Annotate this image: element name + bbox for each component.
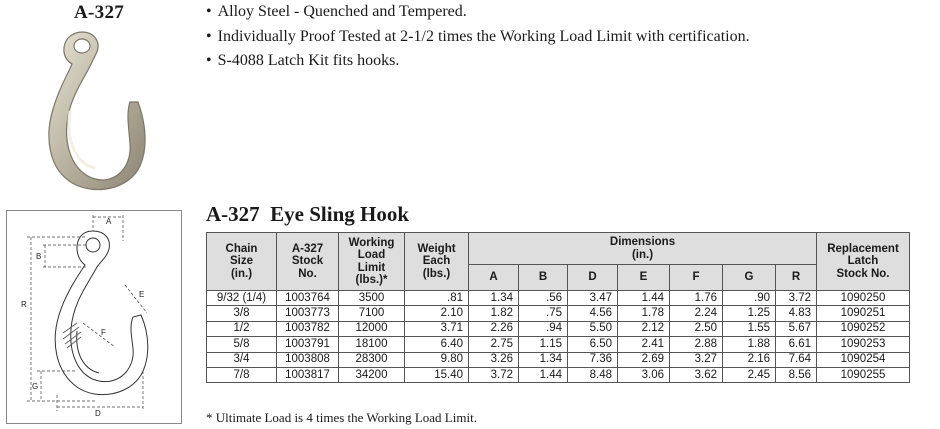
cell-chain-size: 5/8 (207, 337, 277, 352)
cell-dim-a: 3.26 (469, 352, 519, 367)
cell-latch-stock-no: 1090253 (817, 337, 910, 352)
cell-chain-size: 3/4 (207, 352, 277, 367)
diagram-label-g: G (32, 382, 39, 391)
cell-dim-d: 5.50 (568, 321, 618, 336)
table-row (207, 321, 910, 336)
diagram-label-e: E (139, 290, 145, 299)
cell-dim-b: .94 (519, 321, 568, 336)
cell-chain-size: 3/8 (207, 306, 277, 321)
cell-dim-b: 1.44 (519, 367, 568, 382)
feature-list (206, 0, 750, 74)
cell-latch-stock-no: 1090252 (817, 321, 910, 336)
diagram-label-a: A (106, 217, 112, 226)
cell-dim-e: 2.41 (618, 337, 670, 352)
cell-dim-d: 4.56 (568, 306, 618, 321)
cell-weight: 2.10 (405, 306, 469, 321)
cell-dim-f: 1.76 (670, 291, 723, 306)
hook-line-drawing (7, 211, 181, 423)
cell-stock-no: 1003782 (277, 321, 339, 336)
cell-chain-size: 1/2 (207, 321, 277, 336)
header-weight: Weight Each (lbs.) (405, 233, 469, 291)
cell-dim-a: 2.26 (469, 321, 519, 336)
cell-dim-e: 1.44 (618, 291, 670, 306)
header-wll: Working Load Limit (lbs.)* (339, 233, 405, 291)
cell-dim-r: 3.72 (776, 291, 817, 306)
cell-wll: 3500 (339, 291, 405, 306)
cell-dim-r: 6.61 (776, 337, 817, 352)
cell-wll: 7100 (339, 306, 405, 321)
table-row (207, 306, 910, 321)
cell-dim-d: 7.36 (568, 352, 618, 367)
header-dim-f: F (670, 265, 723, 291)
cell-dim-b: 1.15 (519, 337, 568, 352)
header-stock-no: A-327 Stock No. (277, 233, 339, 291)
cell-weight: 3.71 (405, 321, 469, 336)
cell-dim-g: 1.55 (723, 321, 776, 336)
cell-dim-e: 2.12 (618, 321, 670, 336)
product-model: A-327 (74, 2, 125, 23)
cell-stock-no: 1003791 (277, 337, 339, 352)
hook-photo (40, 28, 150, 193)
cell-weight: 15.40 (405, 367, 469, 382)
header-dim-e: E (618, 265, 670, 291)
diagram-label-b: B (36, 252, 42, 261)
feature-item: • Individually Proof Tested at 2-1/2 times the Working Load Limit with certification. (206, 25, 750, 50)
header-dimensions: Dimensions (in.) (469, 233, 817, 265)
header-replacement-latch: Replacement Latch Stock No. (817, 233, 910, 291)
cell-dim-e: 3.06 (618, 367, 670, 382)
header-dim-d: D (568, 265, 618, 291)
table-footnote: * Ultimate Load is 4 times the Working Load Limit. (206, 410, 477, 425)
feature-item: • Alloy Steel - Quenched and Tempered. (206, 0, 750, 25)
cell-latch-stock-no: 1090254 (817, 352, 910, 367)
cell-dim-d: 8.48 (568, 367, 618, 382)
cell-dim-f: 3.62 (670, 367, 723, 382)
table-title: A-327 Eye Sling Hook (206, 202, 410, 226)
cell-latch-stock-no: 1090251 (817, 306, 910, 321)
cell-latch-stock-no: 1090250 (817, 291, 910, 306)
cell-weight: 6.40 (405, 337, 469, 352)
table-row (207, 352, 910, 367)
diagram-label-r: R (21, 300, 27, 309)
cell-wll: 28300 (339, 352, 405, 367)
cell-dim-f: 2.88 (670, 337, 723, 352)
dimension-diagram (6, 210, 182, 424)
cell-dim-r: 7.64 (776, 352, 817, 367)
cell-weight: .81 (405, 291, 469, 306)
cell-dim-e: 1.78 (618, 306, 670, 321)
cell-wll: 18100 (339, 337, 405, 352)
cell-dim-r: 5.67 (776, 321, 817, 336)
cell-dim-e: 2.69 (618, 352, 670, 367)
cell-wll: 34200 (339, 367, 405, 382)
cell-dim-d: 3.47 (568, 291, 618, 306)
cell-dim-a: 1.82 (469, 306, 519, 321)
cell-stock-no: 1003817 (277, 367, 339, 382)
cell-wll: 12000 (339, 321, 405, 336)
cell-dim-b: .56 (519, 291, 568, 306)
spec-table (206, 232, 910, 383)
cell-dim-b: .75 (519, 306, 568, 321)
cell-dim-b: 1.34 (519, 352, 568, 367)
table-row (207, 337, 910, 352)
cell-chain-size: 7/8 (207, 367, 277, 382)
cell-dim-f: 3.27 (670, 352, 723, 367)
header-chain-size: Chain Size (in.) (207, 233, 277, 291)
cell-chain-size: 9/32 (1/4) (207, 291, 277, 306)
cell-dim-a: 1.34 (469, 291, 519, 306)
diagram-label-d: D (95, 409, 101, 418)
header-dim-r: R (776, 265, 817, 291)
cell-dim-f: 2.24 (670, 306, 723, 321)
header-dim-b: B (519, 265, 568, 291)
cell-dim-g: 2.16 (723, 352, 776, 367)
cell-stock-no: 1003808 (277, 352, 339, 367)
table-row (207, 291, 910, 306)
cell-latch-stock-no: 1090255 (817, 367, 910, 382)
cell-weight: 9.80 (405, 352, 469, 367)
feature-item: • S-4088 Latch Kit fits hooks. (206, 49, 750, 74)
cell-dim-g: 1.25 (723, 306, 776, 321)
header-dim-a: A (469, 265, 519, 291)
cell-dim-d: 6.50 (568, 337, 618, 352)
cell-dim-a: 2.75 (469, 337, 519, 352)
cell-dim-r: 4.83 (776, 306, 817, 321)
cell-dim-g: 2.45 (723, 367, 776, 382)
cell-dim-g: .90 (723, 291, 776, 306)
diagram-label-f: F (101, 328, 106, 337)
table-row (207, 367, 910, 382)
cell-dim-g: 1.88 (723, 337, 776, 352)
cell-dim-f: 2.50 (670, 321, 723, 336)
header-dim-g: G (723, 265, 776, 291)
cell-stock-no: 1003773 (277, 306, 339, 321)
cell-dim-a: 3.72 (469, 367, 519, 382)
cell-stock-no: 1003764 (277, 291, 339, 306)
cell-dim-r: 8.56 (776, 367, 817, 382)
